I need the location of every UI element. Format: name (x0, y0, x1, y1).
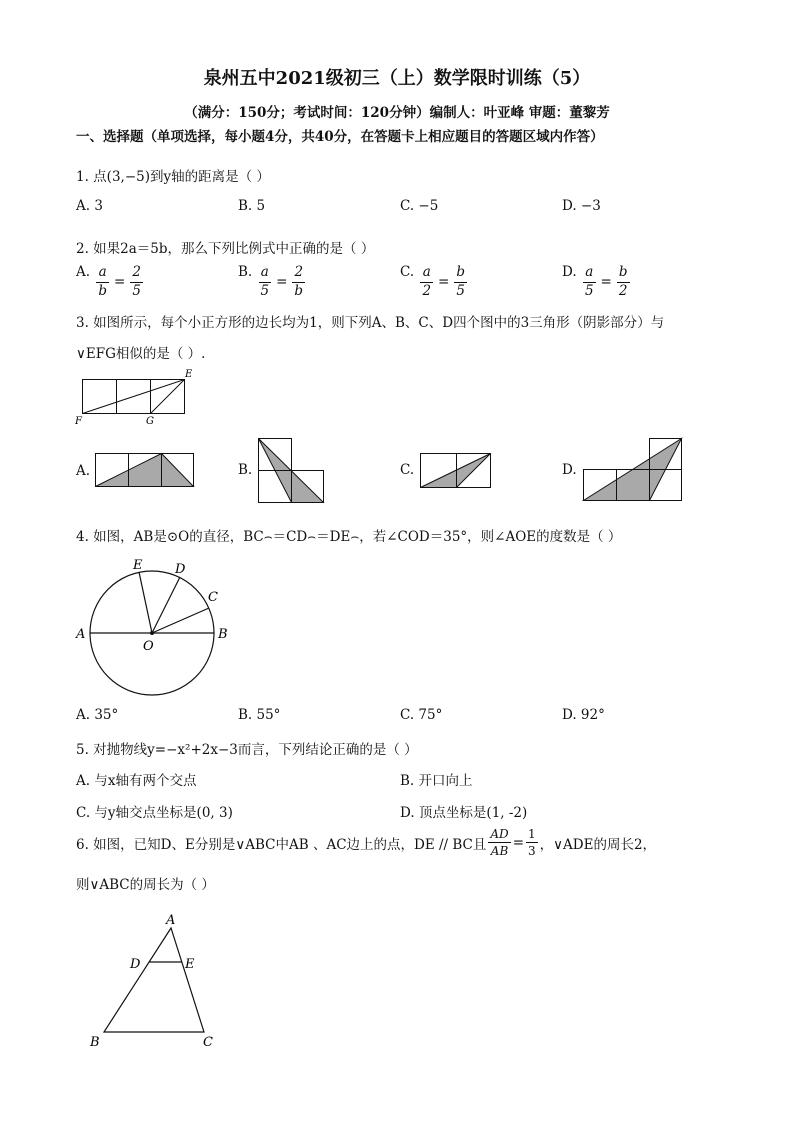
frac-num: b (454, 266, 467, 283)
label-c: C (208, 590, 218, 605)
q5-option-d[interactable]: D. 顶点坐标是(1, -2) (400, 805, 528, 821)
label-d: D (130, 957, 141, 972)
frac-num: 2 (292, 266, 305, 283)
q1-option-d[interactable]: D. −3 (562, 198, 601, 214)
question-6-stem-line2: 则∨ABC的周长为（ ） (76, 877, 215, 893)
label-e: E (133, 558, 143, 573)
q1-option-c[interactable]: C. −5 (400, 198, 439, 214)
q3-option-d-label[interactable]: D. (562, 462, 577, 478)
question-1-stem: 1. 点(3,−5)到y轴的距离是（ ） (76, 169, 270, 185)
q2-option-a-label: A. (76, 264, 91, 280)
q2-option-b-label: B. (238, 264, 253, 280)
q3-option-c-label[interactable]: C. (400, 462, 415, 478)
q3-option-b-label[interactable]: B. (238, 462, 253, 478)
frac-den: 5 (456, 282, 465, 299)
q3-option-a-label[interactable]: A. (76, 463, 91, 479)
frac-den: b (294, 282, 304, 299)
question-3-stem-line2: ∨EFG相似的是（ ）. (76, 346, 206, 362)
frac-den: 2 (422, 282, 432, 299)
frac-num: a (96, 266, 109, 283)
q2-option-a[interactable]: A. $\frac{a}{b}$ = $\frac{2}{5}$ (76, 264, 141, 299)
label-c: C (203, 1035, 213, 1050)
label-d: D (175, 562, 186, 577)
frac-num: a (259, 266, 272, 283)
question-4-stem: 4. 如图，AB是⊙O的直径，BC⌢＝CD⌢＝DE⌢，若∠COD＝35°，则∠AOE的度数是（ ） (76, 529, 622, 545)
frac-num: 2 (130, 266, 143, 283)
section-heading: 一、选择题（单项选择，每小题4分，共40分，在答题卡上相应题目的答题区域内作答） (76, 129, 604, 145)
label-a: A (76, 627, 86, 642)
label-g: G (146, 416, 154, 427)
q3-option-a-figure[interactable] (94, 452, 196, 488)
q2-option-b[interactable]: B. $\frac{a}{5}$ = $\frac{2}{b}$ (238, 264, 304, 299)
q1-option-a[interactable]: A. 3 (76, 198, 103, 214)
q6-frac-num: AD (490, 827, 509, 841)
q3-option-b-figure[interactable] (256, 436, 326, 504)
question-3-stem-line1: 3. 如图所示，每个小正方形的边长均为1，则下列A、B、C、D四个图中的3三角形（阴影部分）与 (76, 315, 665, 331)
frac-num: a (583, 266, 596, 283)
q6-frac-den: AB (490, 844, 509, 858)
q4-option-d[interactable]: D. 92° (562, 707, 605, 723)
q3-option-d-figure[interactable] (582, 437, 684, 503)
frac-den: 5 (584, 282, 594, 299)
triangle-figure (86, 910, 226, 1052)
frac-den: b (98, 282, 107, 299)
q6-equals: = (512, 834, 524, 851)
q5-option-a[interactable]: A. 与x轴有两个交点 (76, 773, 197, 789)
frac-den: 5 (132, 282, 141, 299)
q2-option-d[interactable]: D. $\frac{a}{5}$ = $\frac{b}{2}$ (562, 264, 628, 299)
q4-option-b[interactable]: B. 55° (238, 707, 281, 723)
q6-frac2-num: 1 (528, 827, 536, 841)
frac-den: 5 (260, 282, 270, 299)
label-b: B (90, 1035, 100, 1050)
q5-option-b[interactable]: B. 开口向上 (400, 773, 473, 789)
question-6-stem-line1 (76, 828, 656, 857)
q6-stem-part2: ，∨ADE的周长2， (539, 836, 657, 853)
q2-option-c-label: C. (400, 264, 415, 280)
frac-den: 2 (618, 282, 628, 299)
circle-figure (72, 554, 242, 698)
q2-option-d-label: D. (562, 264, 577, 280)
label-f: F (75, 416, 82, 427)
frac-num: b (617, 266, 630, 283)
label-e: E (185, 369, 193, 380)
q3-option-c-figure[interactable] (419, 452, 492, 490)
label-b: B (218, 627, 228, 642)
q6-frac2-den: 3 (528, 844, 536, 858)
frac-num: a (420, 266, 433, 283)
page-title: 泉州五中2021级初三（上）数学限时训练（5） (203, 68, 591, 89)
q4-option-c[interactable]: C. 75° (400, 707, 443, 723)
label-e: E (185, 957, 195, 972)
q4-option-a[interactable]: A. 35° (76, 707, 119, 723)
q5-option-c[interactable]: C. 与y轴交点坐标是(0, 3) (76, 805, 233, 821)
q6-stem-part1: 6. 如图，已知D、E分别是∨ABC中AB 、AC边上的点，DE // BC且 (76, 836, 487, 853)
exam-meta: （满分：150分；考试时间：120分钟）编制人：叶亚峰 审题：董黎芳 (184, 105, 610, 121)
q1-option-b[interactable]: B. 5 (238, 198, 266, 214)
question-5-stem: 5. 对抛物线y=−x²+2x−3而言，下列结论正确的是（ ） (76, 742, 418, 758)
label-o: O (143, 639, 154, 654)
efg-figure (74, 368, 199, 428)
q2-option-c[interactable]: C. $\frac{a}{2}$ = $\frac{b}{5}$ (400, 264, 465, 299)
question-2-stem: 2. 如果2a＝5b，那么下列比例式中正确的是（ ） (76, 241, 375, 257)
label-a: A (166, 913, 176, 928)
